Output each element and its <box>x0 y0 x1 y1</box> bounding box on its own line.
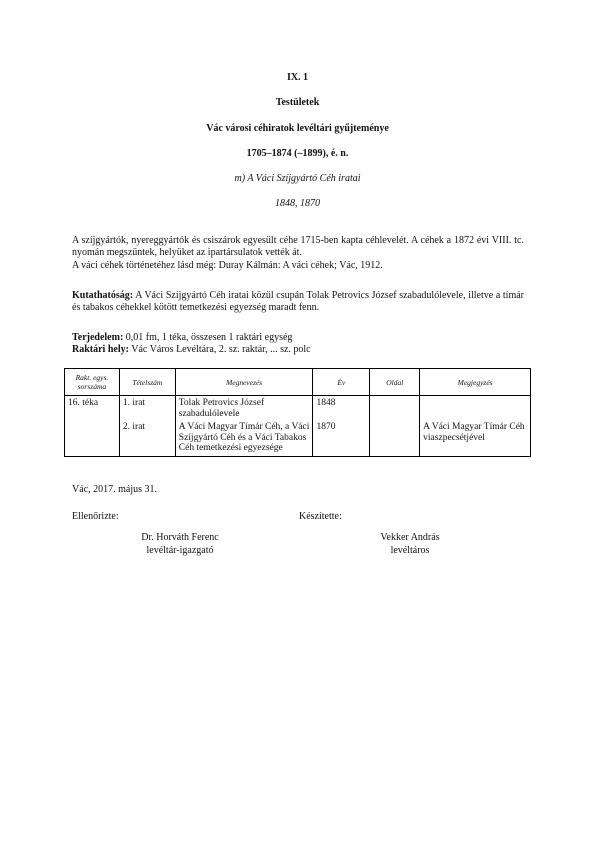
item-2-name: A Váci Magyar Tímár Céh, a Váci Szíjgyártó Céh és a Váci Tabakos Céh temetkezési egyezsége <box>178 422 310 454</box>
header-item: Tételszám <box>119 369 175 396</box>
cell-notes <box>420 396 531 457</box>
research-label: Kutathatóság: <box>72 290 134 301</box>
subfonds-years: 1848, 1870 <box>275 198 320 209</box>
preparer-name: Vekker András <box>380 532 440 543</box>
item-1-year: 1848 <box>316 398 336 408</box>
extent-text: 0,01 fm, 1 téka, összesen 1 raktári egység <box>123 332 293 343</box>
header-page: Oldal <box>370 369 420 396</box>
intro-paragraph <box>72 235 524 272</box>
intro-text: A szíjgyártók, nyereggyártók és csiszárok egyesült céhe 1715-ben kapta céhlevelét. A céhek a 1872 évi VIII. tc. nyomán megszűntek, helyüket az ipartársulatok vették át. <box>72 235 524 259</box>
item-2-note: A Váci Magyar Tímár Céh viaszpecsétjével <box>423 422 525 443</box>
document-number: IX. 1 <box>286 72 309 83</box>
storage-text: Vác Város Levéltára, 2. sz. raktár, ... sz. polc <box>128 344 311 356</box>
item-2-number: 2. irat <box>122 422 146 433</box>
checker-name: Dr. Horváth Ferenc <box>141 532 219 543</box>
storage-label: Raktári hely: <box>72 344 129 356</box>
checker-signature-block <box>100 531 260 557</box>
preparer-signature-block <box>330 531 490 557</box>
item-1-name: Tolak Petrovics József szabadulólevele <box>178 398 265 419</box>
item-2-year: 1870 <box>316 422 336 433</box>
research-paragraph <box>72 290 524 315</box>
cell-unit: 16. téka <box>65 396 120 457</box>
preparer-title: levéltáros <box>390 545 430 556</box>
cell-items <box>119 396 175 457</box>
cell-years <box>313 396 370 457</box>
table-row <box>65 396 531 457</box>
item-1-number: 1. irat <box>122 398 146 408</box>
prepared-label: Készítette: <box>299 511 342 522</box>
place-date: Vác, 2017. május 31. <box>72 484 157 495</box>
cell-pages <box>370 396 420 457</box>
header-year: Év <box>313 369 370 396</box>
collection-title: Vác városi céhiratok levéltári gyűjteménye <box>206 123 389 134</box>
extent-label: Terjedelem: <box>72 332 124 343</box>
extent-paragraph <box>72 332 524 357</box>
intro-reference: A váci céhek történetéhez lásd még: Duray Kálmán: A váci céhek; Vác, 1912. <box>72 259 383 271</box>
cell-names <box>175 396 313 457</box>
research-text: A Váci Szíjgyártó Céh iratai közül csupán Tolak Petrovics József szabadulólevele, illetve a tímár és tabakos céhekkel kötött temetkezési egyezség maradt fenn. <box>72 290 524 314</box>
header-name: Megnevezés <box>175 369 313 396</box>
category-heading: Testületek <box>275 97 320 108</box>
collection-years: 1705–1874 (–1899), é. n. <box>246 148 349 159</box>
table-header-row <box>65 369 531 396</box>
subfonds-title: m) A Váci Szíjgyártó Céh iratai <box>234 173 361 184</box>
register-table <box>64 368 531 457</box>
header-unit: Rakt. egys. sorszáma <box>65 369 120 396</box>
checker-title: levéltár-igazgató <box>146 545 214 556</box>
checked-label: Ellenőrizte: <box>72 511 119 522</box>
header-note: Megjegyzés <box>420 369 531 396</box>
